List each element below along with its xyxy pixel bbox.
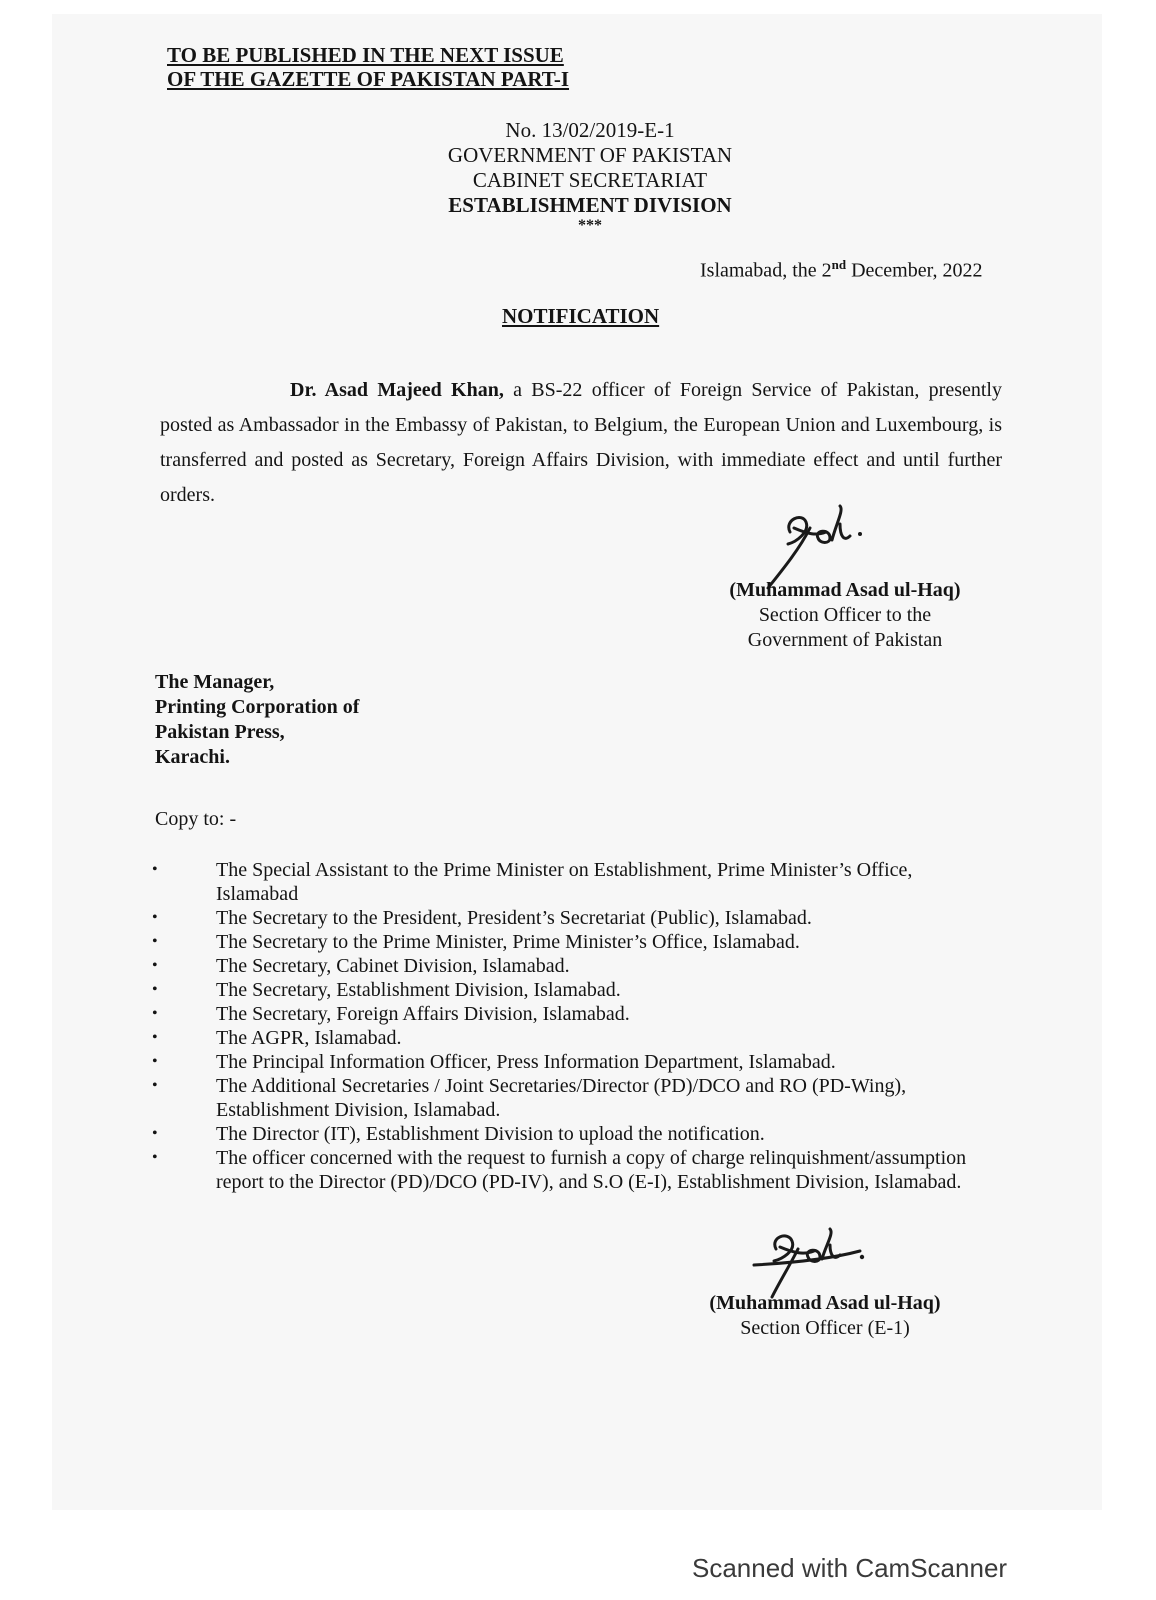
addressee-line-2: Printing Corporation of (155, 696, 360, 718)
date-ordinal: nd (831, 257, 847, 272)
issue-date (700, 257, 982, 283)
signatory-1-designation-line-2: Government of Pakistan (747, 629, 943, 651)
date-prefix: Islamabad, the 2 (700, 259, 832, 282)
list-item (148, 906, 978, 930)
addressee-block (155, 670, 359, 770)
list-item (148, 1026, 978, 1050)
government-name: GOVERNMENT OF PAKISTAN (447, 143, 733, 167)
copy-recipient: The Principal Information Officer, Press Information Department, Islamabad. (216, 1051, 836, 1073)
bullet-icon: • (152, 957, 158, 974)
copy-recipient: The Special Assistant to the Prime Minister on Establishment, Prime Minister’s Office, Islamabad (216, 859, 913, 905)
date-rest: December, 2022 (846, 259, 983, 282)
copy-recipient: The AGPR, Islamabad. (216, 1027, 402, 1049)
list-item (148, 1074, 978, 1122)
bullet-icon: • (152, 1125, 158, 1142)
copy-recipient: The Secretary, Cabinet Division, Islamabad. (216, 955, 570, 977)
copy-recipient: The Additional Secretaries / Joint Secretaries/Director (PD)/DCO and RO (PD-Wing), Establishment Division, Islamabad. (216, 1075, 907, 1121)
list-item (148, 978, 978, 1002)
officer-name: Dr. Asad Majeed Khan, (290, 379, 504, 401)
copy-recipient: The officer concerned with the request to furnish a copy of charge relinquishment/assumption report to the Director (PD)/DCO (PD-IV), and S.O (E-I), Establishment Division, Islamabad. (216, 1147, 967, 1193)
notification-title: NOTIFICATION (502, 304, 660, 328)
gazette-heading-line-1: TO BE PUBLISHED IN THE NEXT ISSUE (167, 43, 564, 67)
list-item (148, 954, 978, 978)
separator-stars: *** (578, 217, 602, 234)
signatory-1-block (720, 578, 970, 653)
bullet-icon: • (152, 1053, 158, 1070)
copy-recipient: The Secretary, Foreign Affairs Division, Islamabad. (216, 1003, 630, 1025)
bullet-icon: • (152, 981, 158, 998)
signatory-2-designation: Section Officer (E-1) (740, 1317, 910, 1339)
signatory-2-name: (Muhammad Asad ul-Haq) (709, 1292, 941, 1314)
addressee-line-1: The Manager, (155, 671, 275, 693)
division-name: ESTABLISHMENT DIVISION (448, 193, 732, 217)
gazette-heading (167, 43, 569, 91)
addressee-line-3: Pakistan Press, (155, 721, 285, 743)
file-number: No. 13/02/2019-E-1 (505, 118, 675, 142)
bullet-icon: • (152, 1077, 158, 1094)
bullet-icon: • (152, 1149, 158, 1166)
notification-text: a BS-22 officer of Foreign Service of Pakistan, presently posted as Ambassador in the Embassy of Pakistan, to Belgium, the European Union and Luxembourg, is transferred and posted as Secretary, Foreign Affairs Division, with immediate effect and until further orders. (160, 379, 1002, 506)
letterhead (385, 118, 795, 234)
bullet-icon: • (152, 1029, 158, 1046)
list-item (148, 1146, 978, 1194)
list-item (148, 1050, 978, 1074)
list-item (148, 930, 978, 954)
copy-to-list (148, 858, 978, 1194)
signatory-1-designation-line-1: Section Officer to the (758, 604, 932, 626)
scanner-watermark: Scanned with CamScanner (692, 1553, 1008, 1583)
signatory-2-block (700, 1291, 950, 1341)
bullet-icon: • (152, 861, 158, 878)
copy-recipient: The Director (IT), Establishment Division to upload the notification. (216, 1123, 765, 1145)
copy-to-label: Copy to: - (155, 808, 237, 830)
notification-body (160, 373, 1002, 513)
bullet-icon: • (152, 933, 158, 950)
bullet-icon: • (152, 1005, 158, 1022)
secretariat-name: CABINET SECRETARIAT (472, 168, 708, 192)
bullet-icon: • (152, 909, 158, 926)
signatory-1-name: (Muhammad Asad ul-Haq) (729, 579, 961, 601)
gazette-heading-line-2: OF THE GAZETTE OF PAKISTAN PART-I (167, 67, 570, 91)
copy-recipient: The Secretary to the President, President’s Secretariat (Public), Islamabad. (216, 907, 812, 929)
list-item (148, 1122, 978, 1146)
copy-recipient: The Secretary, Establishment Division, Islamabad. (216, 979, 621, 1001)
list-item (148, 1002, 978, 1026)
addressee-line-4: Karachi. (155, 746, 230, 768)
copy-recipient: The Secretary to the Prime Minister, Prime Minister’s Office, Islamabad. (216, 931, 800, 953)
list-item (148, 858, 978, 906)
